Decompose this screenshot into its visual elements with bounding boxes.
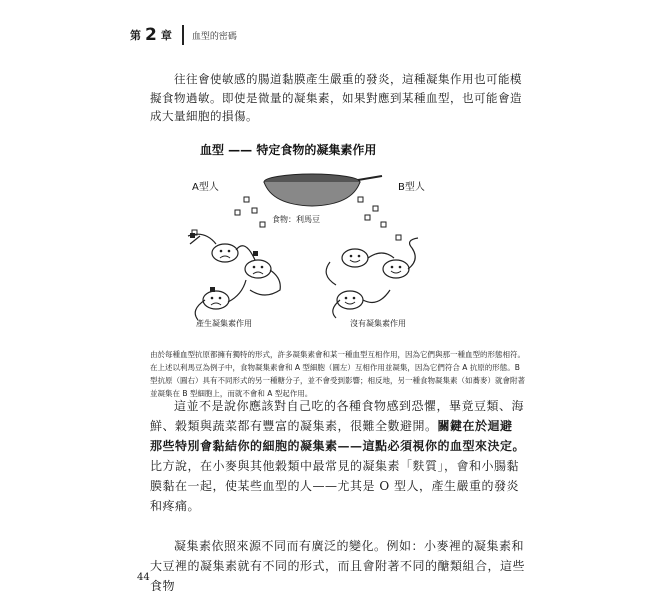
paragraph-2-tail: 比方說，在小麥與其他穀類中最常見的凝集素「麩質」，會和小腸黏膜黏在一起，使某些血型的人——尤其是 O 型人，產生嚴重的發炎和疼痛。 xyxy=(150,459,520,513)
lectin-diagram xyxy=(150,140,530,340)
paragraph-2-emphasis: 關鍵在於迴避那些特別會黏結你的細胞的凝集素——這點必須視你的血型來決定。 xyxy=(150,419,526,453)
type-b-cells xyxy=(326,238,418,318)
food-label: 食物：利馬豆 xyxy=(272,215,320,224)
page-number: 44 xyxy=(137,572,150,583)
header-title: 血型的密碼 xyxy=(191,31,237,42)
running-header xyxy=(130,25,237,45)
chapter-suffix: 章 xyxy=(160,29,172,42)
chapter-prefix: 第 xyxy=(130,29,141,42)
paragraph-2-lead: 這並不是說你應該對自己吃的各種食物感到恐懼，畢竟豆類、海鮮、穀類與蔬菜都有豐富的凝集素，很難全數避開。 xyxy=(150,399,525,433)
diagram-caption: 由於每種血型抗原都擁有獨特的形式，許多凝集素會和某一種血型互相作用，因為它們與那一種血型的形態相符。在上述以利馬豆為例子中，食物凝集素會和 A 型細胞（圓左）互相作用並凝集，因為它們符合 A 抗原的形態。B 型抗原（圓右）具有不同形式的另一種糖分子，並不會受到影響；相反地，另一種食物凝集素（如蕎麥）就會附著並凝集在 B 型細胞上，而就不會和 A 型起作用。 xyxy=(150,350,525,398)
diagram-title: 血型 —— 特定食物的凝集素作用 xyxy=(200,143,377,157)
header-divider xyxy=(182,25,184,45)
label-type-b: B型人 xyxy=(398,182,425,193)
label-type-a: A型人 xyxy=(192,182,219,193)
bowl-icon xyxy=(264,174,382,206)
label-agglutination: 產生凝集素作用 xyxy=(196,319,252,328)
paragraph-1: 往往會使敏感的腸道黏膜產生嚴重的發炎，這種凝集作用也可能模擬食物過敏。即使是微量的凝集素，如果對應到某種血型，也可能會造成大量細胞的損傷。 xyxy=(150,72,522,123)
type-a-cells xyxy=(188,234,280,320)
label-no-agglutination: 沒有凝集素作用 xyxy=(350,319,406,328)
chapter-marker xyxy=(130,25,172,45)
paragraph-3: 凝集素依照來源不同而有廣泛的變化。例如：小麥裡的凝集素和大豆裡的凝集素就有不同的形式，而且會附著不同的醣類組合，這些食物 xyxy=(150,539,526,593)
chapter-number: 2 xyxy=(145,25,157,45)
paragraph-2 xyxy=(150,396,525,516)
